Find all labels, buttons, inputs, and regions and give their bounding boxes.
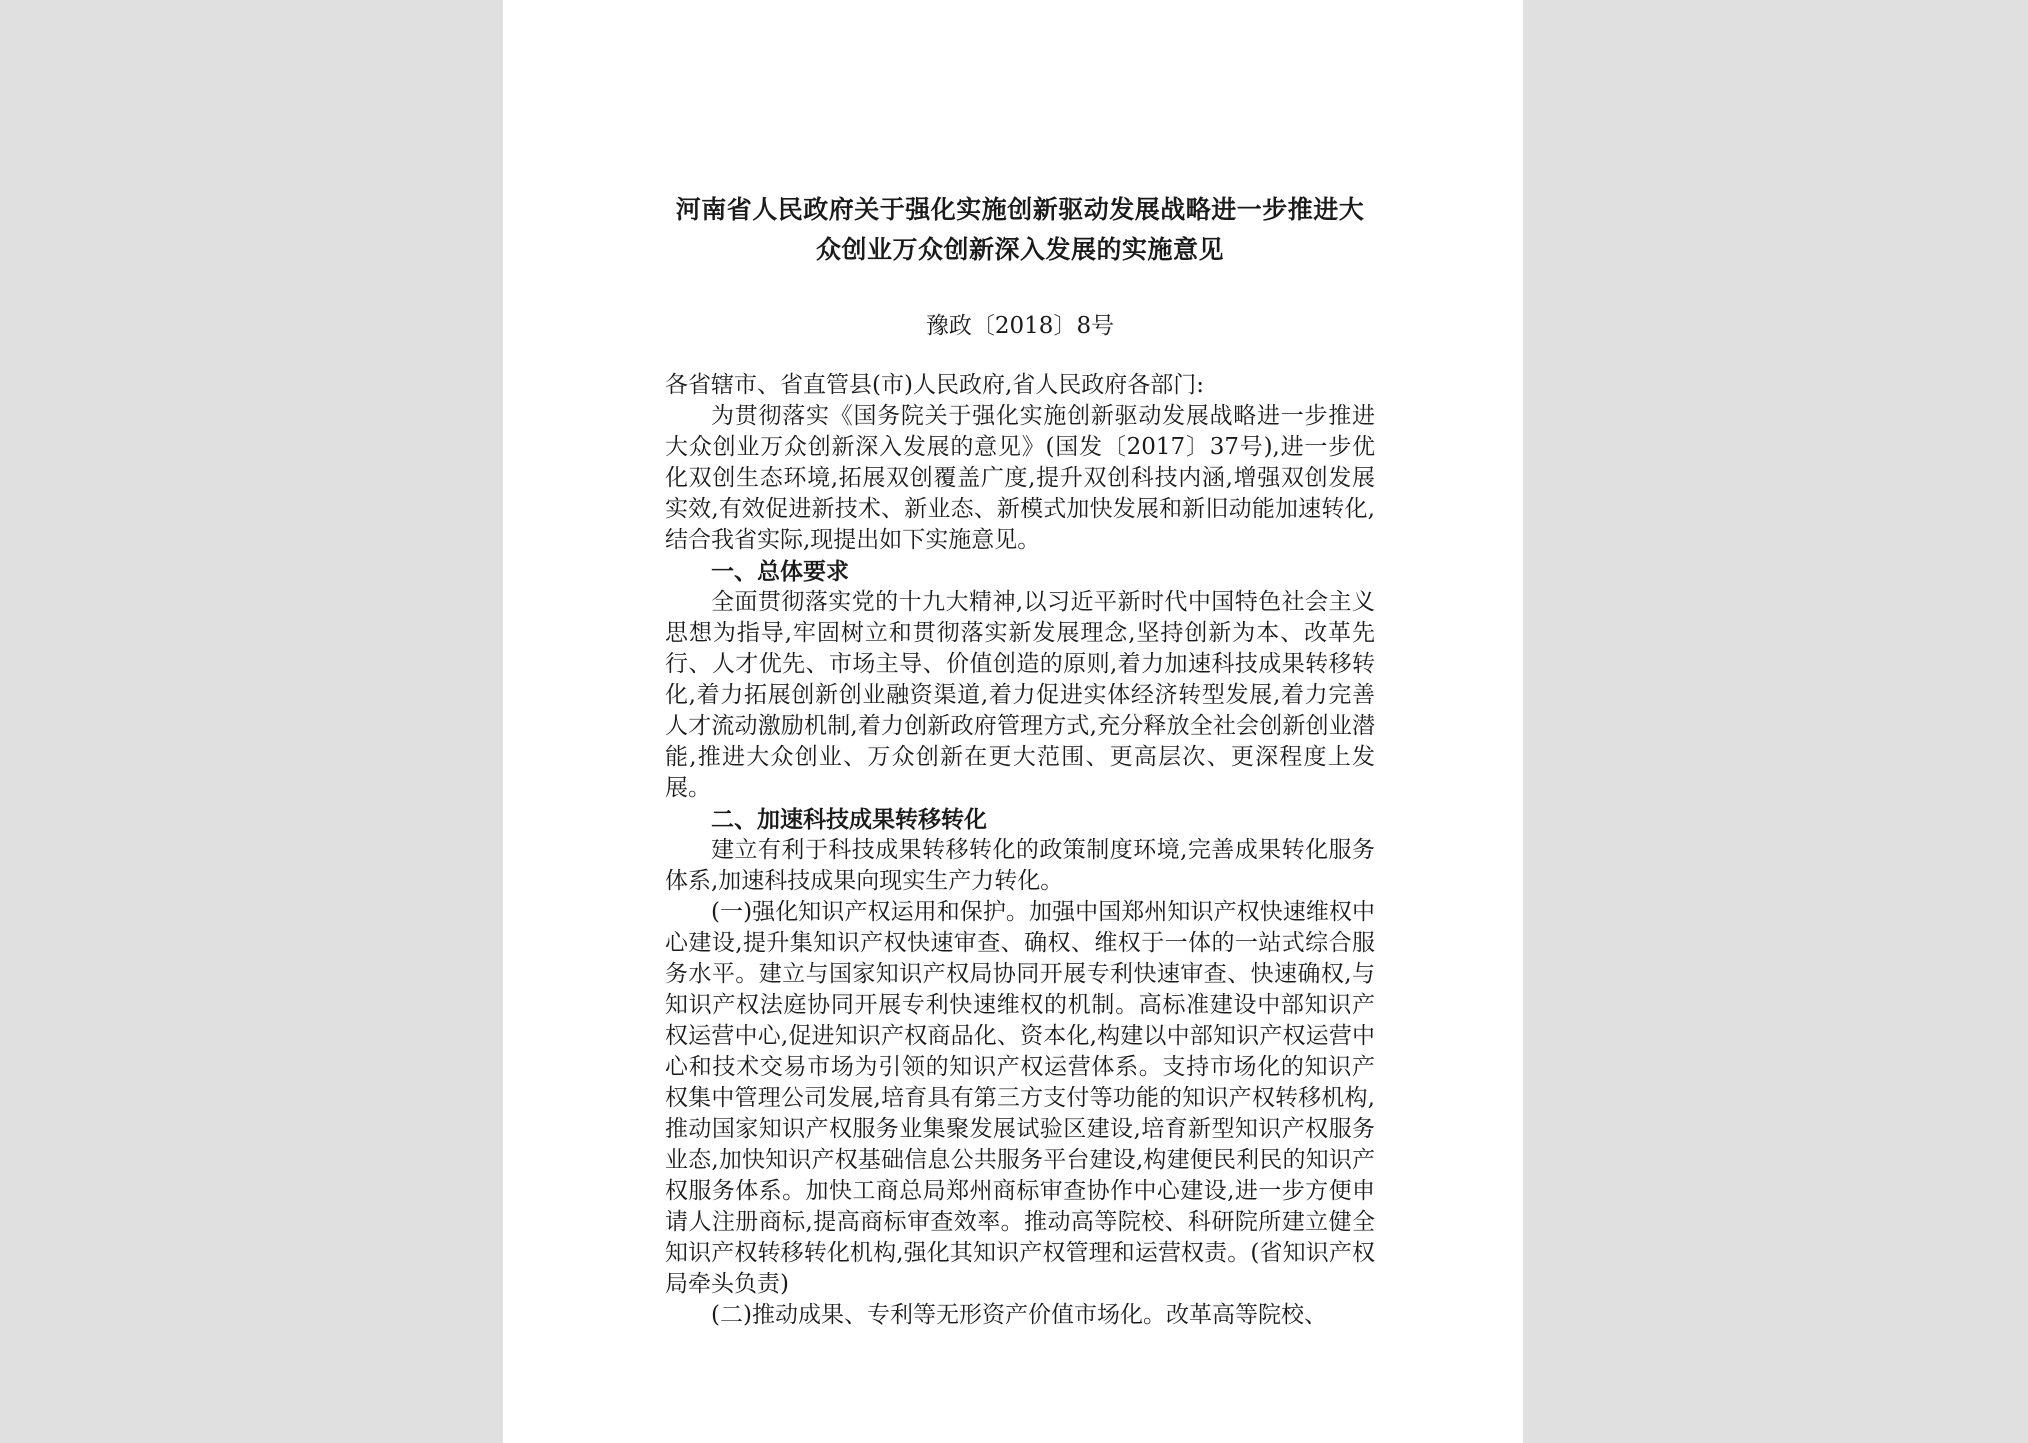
salutation: 各省辖市、省直管县(市)人民政府,省人民政府各部门: [665, 372, 1205, 398]
document-title: 河南省人民政府关于强化实施创新驱动发展战略进一步推进大众创业万众创新深入发展的实施意见 [675, 195, 1365, 264]
section-heading-1: 一、总体要求 [711, 558, 849, 585]
item-paragraph-2: (二)推动成果、专利等无形资产价值市场化。改革高等院校、 [711, 1302, 1327, 1328]
item-paragraph-1: (一)强化知识产权运用和保护。加强中国郑州知识产权快速维权中心建设,提升集知识产权快速审查、确权、维权于一体的一站式综合服务水平。建立与国家知识产权局协同开展专利快速审查、快速确权,与知识产权法庭协同开展专利快速维权的机制。高标准建设中部知识产权运营中心,促进知识产权商品化、资本化,构建以中部知识产权运营中心和技术交易市场为引领的知识产权运营体系。支持市场化的知识产权集中管理公司发展,培育具有第三方支付等功能的知识产权转移机构,推动国家知识产权服务业集聚发展试验区建设,培育新型知识产权服务业态,加快知识产权基础信息公共服务平台建设,构建便民利民的知识产权服务体系。加快工商总局郑州商标审查协作中心建设,进一步方便申请人注册商标,提高商标审查效率。推动高等院校、科研院所建立健全知识产权转移转化机构,强化其知识产权管理和运营权责。(省知识产权局牵头负责) [665, 899, 1375, 1297]
document-content [665, 190, 1375, 1331]
document-number: 豫政〔2018〕8号 [925, 313, 1115, 339]
section-body-2: 建立有利于科技成果转移转化的政策制度环境,完善成果转化服务体系,加速科技成果向现实生产力转化。 [665, 837, 1375, 894]
section-body-1: 全面贯彻落实党的十九大精神,以习近平新时代中国特色社会主义思想为指导,牢固树立和贯彻落实新发展理念,坚持创新为本、改革先行、人才优先、市场主导、价值创造的原则,着力加速科技成果转移转化,着力拓展创新创业融资渠道,着力促进实体经济转型发展,着力完善人才流动激励机制,着力创新政府管理方式,充分释放全社会创新创业潜能,推进大众创业、万众创新在更大范围、更高层次、更深程度上发展。 [665, 589, 1375, 801]
document-page [503, 0, 1523, 1443]
intro-paragraph: 为贯彻落实《国务院关于强化实施创新驱动发展战略进一步推进大众创业万众创新深入发展的意见》(国发〔2017〕37号),进一步优化双创生态环境,拓展双创覆盖广度,提升双创科技内涵,增强双创发展实效,有效促进新技术、新业态、新模式加快发展和新旧动能加速转化,结合我省实际,现提出如下实施意见。 [665, 403, 1375, 553]
section-heading-2: 二、加速科技成果转移转化 [711, 806, 987, 833]
